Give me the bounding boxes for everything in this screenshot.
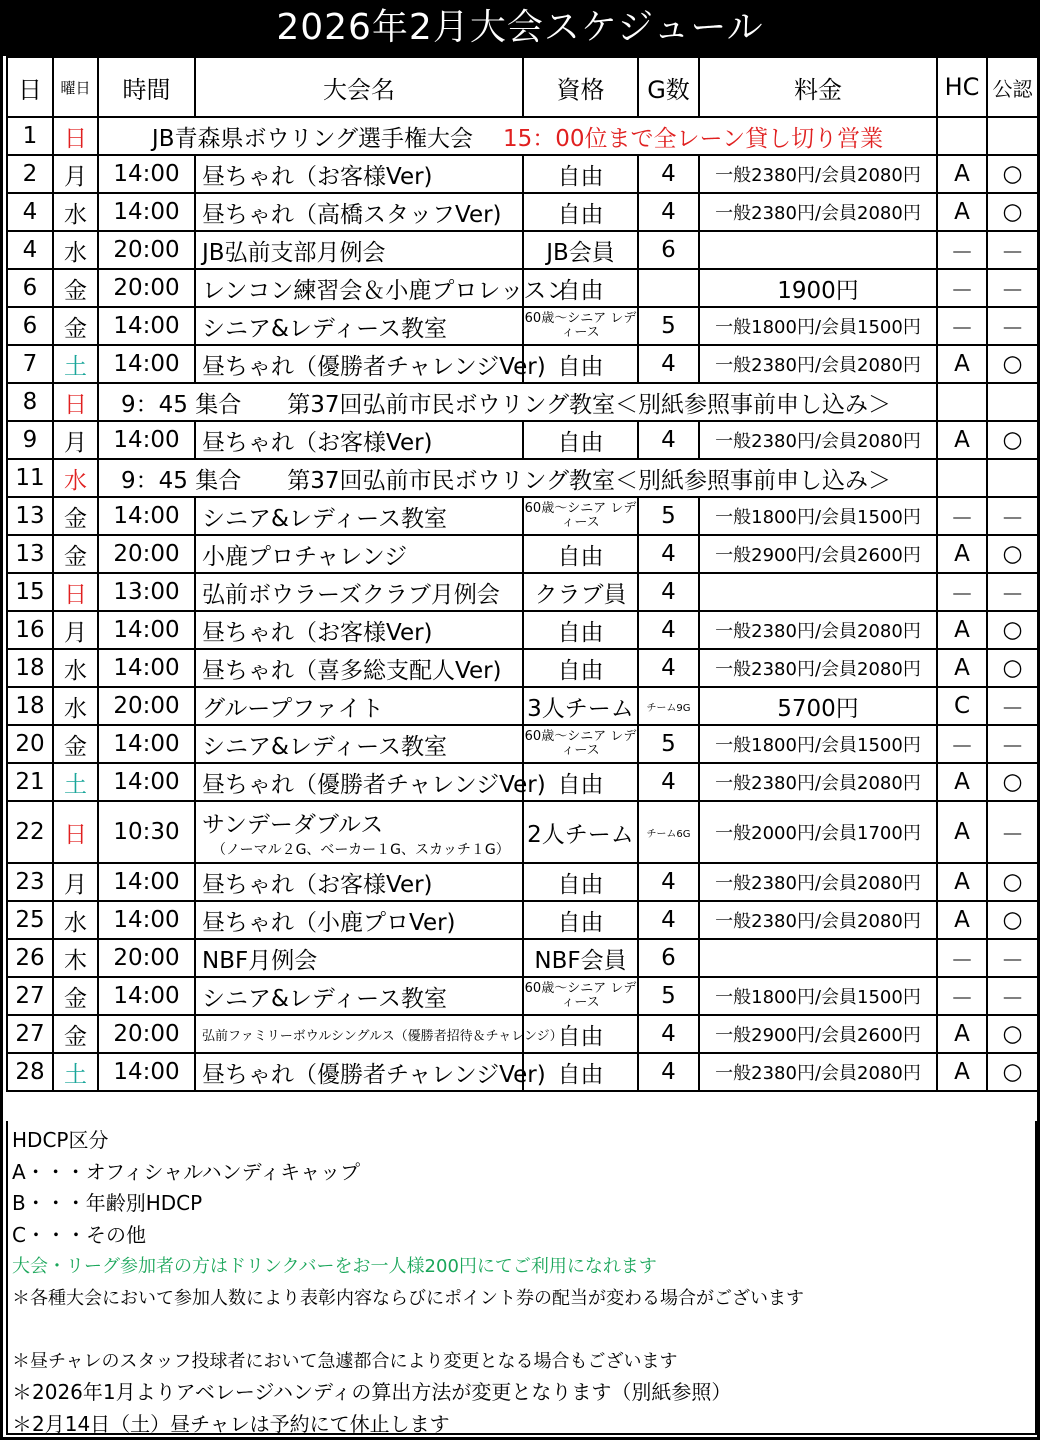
event-name: 昼ちゃれ（優勝者チャレンジVer) [202,771,546,798]
banner-event-cell: 9：45 集合 第37回弘前市民ボウリング教室＜別紙参照事前申し込み＞ [98,383,937,421]
event-name-cell [195,497,523,535]
weekday-cell: 日 [53,383,98,421]
banner-event-cell: 9：45 集合 第37回弘前市民ボウリング教室＜別紙参照事前申し込み＞ [98,459,937,497]
qualification-cell: 60歳～シニア レディース [523,497,638,535]
time-cell: 14:00 [98,497,195,535]
games-cell: 4 [638,863,699,901]
hc-cell: － [937,231,987,269]
official-cell: ○ [987,345,1038,383]
table-row [7,155,1038,193]
event-name: 小鹿プロチャレンジ [202,543,408,570]
event-name-cell [195,725,523,763]
event-name-cell [195,649,523,687]
day-cell: 2 [7,155,53,193]
day-cell: 7 [7,345,53,383]
event-name-cell [195,939,523,977]
hc-cell: A [937,345,987,383]
day-cell: 18 [7,687,53,725]
games-cell: 4 [638,1053,699,1091]
day-cell: 8 [7,383,53,421]
day-cell: 28 [7,1053,53,1091]
official-cell: ○ [987,763,1038,801]
games-cell: 5 [638,977,699,1015]
event-name: NBF月例会 [202,947,318,974]
qualification-cell: 自由 [523,421,638,459]
weekday-cell: 木 [53,939,98,977]
event-name: サンデーダブルス [202,811,384,838]
games-cell: 4 [638,155,699,193]
games-cell: 4 [638,1015,699,1053]
time-cell: 20:00 [98,939,195,977]
hc-cell: A [937,193,987,231]
qualification-cell: 自由 [523,611,638,649]
day-cell: 1 [7,117,53,155]
weekday-cell: 金 [53,725,98,763]
weekday-cell: 金 [53,269,98,307]
time-cell: 14:00 [98,763,195,801]
qualification-cell: 自由 [523,863,638,901]
special-event-cell [98,117,937,155]
time-cell: 14:00 [98,421,195,459]
fee-cell [699,573,937,611]
header-games: G数 [638,57,699,117]
event-name-cell [195,269,570,307]
header-day: 日 [7,57,53,117]
official-cell: ○ [987,611,1038,649]
time-cell: 20:00 [98,231,195,269]
official-cell: － [987,801,1038,863]
event-name-cell [195,421,523,459]
fee-cell: 一般2900円/会員2600円 [699,535,937,573]
day-cell: 13 [7,497,53,535]
time-cell: 14:00 [98,649,195,687]
day-cell: 27 [7,1015,53,1053]
time-cell: 14:00 [98,611,195,649]
table-row [7,573,1038,611]
weekday-cell: 水 [53,649,98,687]
time-cell: 14:00 [98,345,195,383]
day-cell: 13 [7,535,53,573]
weekday-cell: 月 [53,421,98,459]
qualification-cell: 2人チーム [523,801,638,863]
qualification-cell: 自由 [523,535,638,573]
weekday-cell: 月 [53,155,98,193]
event-name: レンコン練習会＆小鹿プロレッスン [202,277,570,304]
event-name-cell [195,901,523,939]
games-cell: 4 [638,763,699,801]
official-cell: ○ [987,421,1038,459]
fee-cell: 一般1800円/会員1500円 [699,497,937,535]
fee-cell: 一般1800円/会員1500円 [699,725,937,763]
event-name: シニア&レディース教室 [202,315,447,342]
hc-cell: － [937,269,987,307]
hc-cell: － [937,977,987,1015]
hc-cell: － [937,307,987,345]
time-cell: 14:00 [98,977,195,1015]
hdcp-a: A・・・オフィシャルハンディキャップ [12,1159,361,1184]
hc-cell: － [937,725,987,763]
official-cell: － [987,977,1038,1015]
table-row [7,497,1038,535]
games-cell: 4 [638,421,699,459]
time-cell: 14:00 [98,155,195,193]
day-cell: 22 [7,801,53,863]
hdcp-b: B・・・年齢別HDCP [12,1191,203,1215]
hc-cell: A [937,535,987,573]
hc-cell: A [937,155,987,193]
fee-cell: 1900円 [699,269,937,307]
weekday-cell: 月 [53,863,98,901]
event-name-cell [195,977,523,1015]
weekday-cell: 金 [53,497,98,535]
fee-cell: 一般2380円/会員2080円 [699,611,937,649]
official-cell: － [987,307,1038,345]
games-cell: 5 [638,497,699,535]
day-cell: 11 [7,459,53,497]
event-name: 昼ちゃれ（お客様Ver) [202,619,433,646]
fee-cell: 一般2900円/会員2600円 [699,1015,937,1053]
qualification-cell: 60歳～シニア レディース [523,725,638,763]
table-row [7,383,1038,421]
hc-cell: A [937,763,987,801]
games-cell: 4 [638,901,699,939]
games-cell: 4 [638,345,699,383]
event-name: JB弘前支部月例会 [202,239,386,266]
day-cell: 18 [7,649,53,687]
games-cell: チーム9G [638,687,699,725]
fee-cell: 一般2380円/会員2080円 [699,649,937,687]
games-cell: 5 [638,725,699,763]
official-cell [987,383,1038,421]
fee-cell: 一般2380円/会員2080円 [699,421,937,459]
time-cell: 13:00 [98,573,195,611]
table-row [7,977,1038,1015]
event-name: シニア&レディース教室 [202,505,447,532]
event-name: 昼ちゃれ（お客様Ver) [202,163,433,190]
official-cell: ○ [987,193,1038,231]
time-cell: 14:00 [98,725,195,763]
table-row [7,231,1038,269]
day-cell: 21 [7,763,53,801]
games-cell: 5 [638,307,699,345]
qualification-cell: 自由 [523,901,638,939]
weekday-cell: 金 [53,977,98,1015]
fee-cell: 5700円 [699,687,937,725]
event-name-cell [195,801,523,863]
table-row [7,459,1038,497]
table-row [7,345,1038,383]
table-row [7,649,1038,687]
official-cell: － [987,725,1038,763]
fee-cell: 一般2000円/会員1700円 [699,801,937,863]
official-cell: － [987,687,1038,725]
table-row [7,687,1038,725]
day-cell: 9 [7,421,53,459]
event-name: 弘前ボウラーズクラブ月例会 [202,581,500,608]
day-cell: 26 [7,939,53,977]
official-cell [987,459,1038,497]
day-cell: 15 [7,573,53,611]
table-row [7,863,1038,901]
official-cell: ○ [987,649,1038,687]
hc-cell: － [937,573,987,611]
games-cell [638,269,699,307]
table-row [7,901,1038,939]
event-subtitle: （ノーマル２G、ベーカー１G、スカッチ１G） [212,841,510,858]
table-row [7,535,1038,573]
header-weekday: 曜日 [53,57,98,117]
event-name-cell [195,307,523,345]
event-name-cell [195,1053,546,1091]
official-cell: ○ [987,1053,1038,1091]
qualification-cell: 3人チーム [523,687,638,725]
weekday-cell: 土 [53,763,98,801]
event-name: 昼ちゃれ（優勝者チャレンジVer) [202,1061,546,1088]
event-name-cell [195,155,523,193]
time-cell: 20:00 [98,269,195,307]
games-cell: 4 [638,573,699,611]
table-header-row [7,57,1038,117]
event-name-cell [195,611,523,649]
table-row [7,421,1038,459]
day-cell: 4 [7,231,53,269]
qualification-cell: 自由 [523,1015,638,1053]
qualification-cell: 自由 [523,345,638,383]
qualification-cell: 自由 [523,1053,638,1091]
day-cell: 6 [7,307,53,345]
qualification-cell: NBF会員 [523,939,638,977]
schedule-sheet [3,0,1037,1437]
qualification-cell: 自由 [523,649,638,687]
day-cell: 20 [7,725,53,763]
header-time: 時間 [98,57,195,117]
games-cell: 6 [638,231,699,269]
official-cell: － [987,231,1038,269]
hc-cell: C [937,687,987,725]
header-name: 大会名 [195,57,523,117]
qualification-cell: 60歳～シニア レディース [523,307,638,345]
games-cell: チーム6G [638,801,699,863]
hc-cell: － [937,497,987,535]
weekday-cell: 水 [53,687,98,725]
event-name: 昼ちゃれ（高橋スタッフVer) [202,201,502,228]
table-row [7,725,1038,763]
time-cell: 20:00 [98,687,195,725]
official-cell: ○ [987,863,1038,901]
table-row [7,307,1038,345]
hc-cell: A [937,863,987,901]
note-3: ＊2026年1月よりアベレージハンディの算出方法が変更となります（別紙参照） [12,1380,732,1404]
qualification-cell: 自由 [523,763,638,801]
official-cell: ○ [987,901,1038,939]
event-name: 昼ちゃれ（小鹿プロVer) [202,909,456,936]
day-cell: 6 [7,269,53,307]
fee-cell: 一般2380円/会員2080円 [699,155,937,193]
event-name: 昼ちゃれ（お客様Ver) [202,871,433,898]
hc-cell: A [937,649,987,687]
page-title: 2026年2月大会スケジュール [3,0,1037,56]
fee-cell: 一般1800円/会員1500円 [699,307,937,345]
event-name: 弘前ファミリーボウルシングルス（優勝者招待＆チャレンジ） [202,1028,563,1044]
weekday-cell: 月 [53,611,98,649]
day-cell: 27 [7,977,53,1015]
hc-cell: A [937,1015,987,1053]
day-cell: 25 [7,901,53,939]
qualification-cell: 自由 [523,269,638,307]
header-fee: 料金 [699,57,937,117]
official-cell: － [987,939,1038,977]
hc-cell: A [937,611,987,649]
games-cell: 4 [638,193,699,231]
hc-cell: A [937,1053,987,1091]
official-cell: － [987,269,1038,307]
official-cell: ○ [987,155,1038,193]
event-name-cell [195,687,523,725]
special-event-notice: 15：00位まで全レーン貸し切り営業 [503,125,884,152]
official-cell [987,117,1038,155]
hc-cell [937,117,987,155]
table-row [7,117,1038,155]
table-row [7,193,1038,231]
event-name-cell [195,863,523,901]
weekday-cell: 水 [53,193,98,231]
fee-cell [699,231,937,269]
table-row [7,611,1038,649]
day-cell: 23 [7,863,53,901]
event-name-cell [195,573,523,611]
official-cell: － [987,573,1038,611]
official-cell: － [987,497,1038,535]
weekday-cell: 水 [53,459,98,497]
time-cell: 14:00 [98,307,195,345]
header-hc: HC [937,57,987,117]
fee-cell: 一般2380円/会員2080円 [699,863,937,901]
fee-cell: 一般1800円/会員1500円 [699,977,937,1015]
event-name-cell [195,763,546,801]
fee-cell: 一般2380円/会員2080円 [699,901,937,939]
weekday-cell: 金 [53,535,98,573]
games-cell: 4 [638,649,699,687]
event-name: グループファイト [202,695,384,722]
hc-cell [937,459,987,497]
official-cell: ○ [987,535,1038,573]
hc-cell: － [937,939,987,977]
event-name: 昼ちゃれ（優勝者チャレンジVer) [202,353,546,380]
header-official: 公認 [987,57,1038,117]
event-name-cell [195,231,523,269]
fee-cell: 一般2380円/会員2080円 [699,763,937,801]
fee-cell [699,939,937,977]
weekday-cell: 日 [53,801,98,863]
time-cell: 14:00 [98,901,195,939]
hdcp-title: HDCP区分 [12,1128,109,1152]
event-name-cell [195,193,523,231]
notes-section [6,1121,1037,1435]
table-row [7,269,1038,307]
drink-note: 大会・リーグ参加者の方はドリンクバーをお一人様200円にてご利用になれます [12,1256,657,1277]
weekday-cell: 金 [53,307,98,345]
games-cell: 4 [638,535,699,573]
special-event-name: JB青森県ボウリング選手権大会 [151,125,474,152]
event-name: 昼ちゃれ（喜多総支配人Ver) [202,657,502,684]
weekday-cell: 金 [53,1015,98,1053]
games-cell: 4 [638,611,699,649]
table-row [7,939,1038,977]
table-row [7,1015,1038,1053]
hc-cell: A [937,901,987,939]
fee-cell: 一般2380円/会員2080円 [699,1053,937,1091]
qualification-cell: JB会員 [523,231,638,269]
table-row [7,1053,1038,1091]
hc-cell [937,383,987,421]
note-4: ＊2月14日（土）昼チャレは予約にて休止します [12,1411,450,1436]
weekday-cell: 日 [53,573,98,611]
time-cell: 14:00 [98,193,195,231]
qualification-cell: 自由 [523,193,638,231]
hdcp-c: C・・・その他 [12,1222,146,1247]
day-cell: 4 [7,193,53,231]
day-cell: 16 [7,611,53,649]
weekday-cell: 水 [53,901,98,939]
official-cell: ○ [987,1015,1038,1053]
weekday-cell: 水 [53,231,98,269]
note-1: ＊各種大会において参加人数により表彰内容ならびにポイント券の配当が変わる場合がございます [12,1287,804,1309]
qualification-cell: クラブ員 [523,573,638,611]
note-2: ＊昼チャレのスタッフ投球者において急遽都合により変更となる場合もございます [12,1350,678,1372]
header-qualification: 資格 [523,57,638,117]
fee-cell: 一般2380円/会員2080円 [699,345,937,383]
weekday-cell: 土 [53,345,98,383]
games-cell: 6 [638,939,699,977]
event-name: シニア&レディース教室 [202,733,447,760]
qualification-cell: 60歳～シニア レディース [523,977,638,1015]
event-name-cell [195,345,546,383]
fee-cell: 一般2380円/会員2080円 [699,193,937,231]
table-row [7,801,1038,863]
time-cell: 14:00 [98,863,195,901]
event-name-cell [195,535,523,573]
weekday-cell: 土 [53,1053,98,1091]
hc-cell: A [937,421,987,459]
event-name: シニア&レディース教室 [202,985,447,1012]
hc-cell: A [937,801,987,863]
table-row [7,763,1038,801]
time-cell: 20:00 [98,535,195,573]
qualification-cell: 自由 [523,155,638,193]
time-cell: 14:00 [98,1053,195,1091]
weekday-cell: 日 [53,117,98,155]
time-cell: 10:30 [98,801,195,863]
event-name-cell [195,1015,563,1053]
schedule-table [6,56,1039,1092]
time-cell: 20:00 [98,1015,195,1053]
event-name: 昼ちゃれ（お客様Ver) [202,429,433,456]
